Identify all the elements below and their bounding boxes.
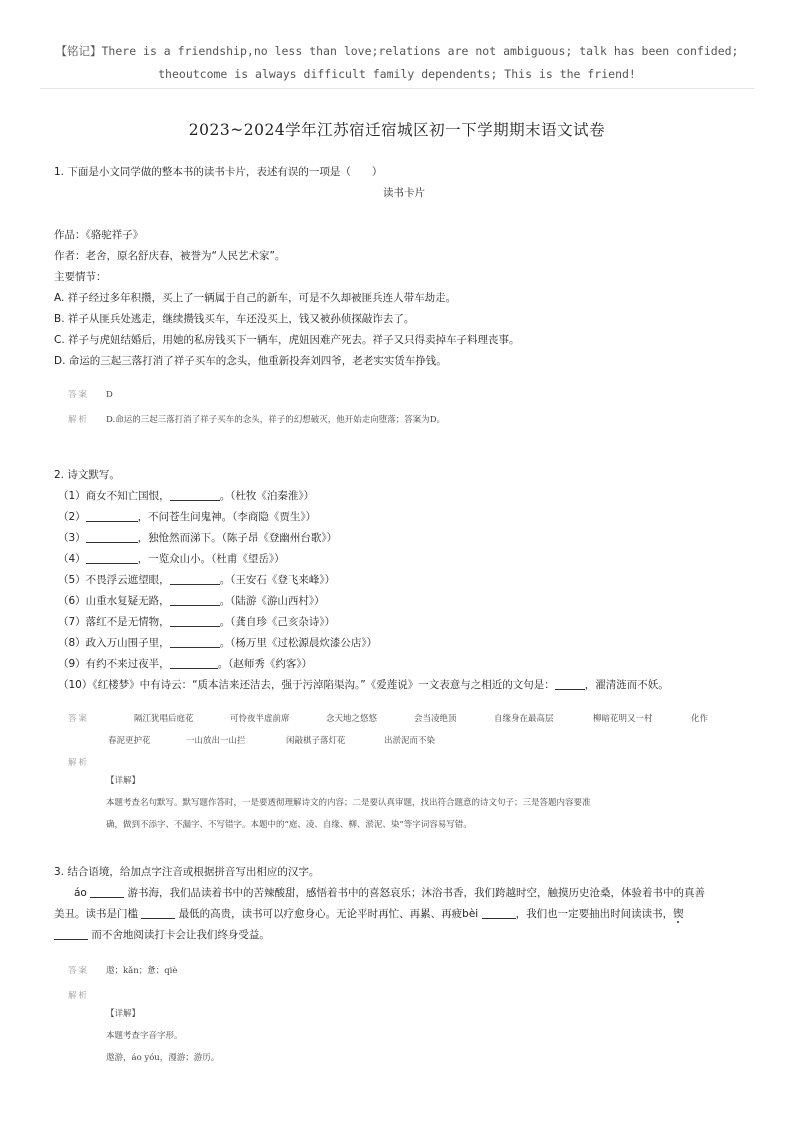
page-title: 2023~2024学年江苏宿迁宿城区初一下学期期末语文试卷 (188, 121, 606, 139)
answer-item: 柳暗花明又一村 (593, 714, 653, 724)
answer-item: 自缘身在最高层 (494, 714, 554, 724)
q3-paragraph-line-3: 而不舍地阅读打卡会让我们终身受益。 (54, 925, 754, 946)
answer-text: 遨；kǎn；惫；qiè (106, 966, 178, 976)
q2-item-8: （8）政入万山围子里， 。（杨万里《过松源晨炊漆公店》） (58, 637, 378, 649)
answer-item: 出淤泥而不染 (384, 736, 436, 746)
answer-label: 答案 (68, 966, 90, 976)
motto (40, 40, 754, 86)
q2-item-9: （9）有约不来过夜半， 。（赵师秀《约客》） (58, 658, 313, 670)
q1-author: 作者：老舍，原名舒庆春，被誉为“人民艺术家”。 (54, 250, 286, 262)
q2-item-5: （5）不畏浮云遮望眼， 。（王安石《登飞来峰》） (58, 574, 336, 586)
question-2 (54, 465, 754, 486)
analysis-label: 解析 (68, 758, 90, 768)
question-3 (54, 862, 754, 946)
answer-text (108, 708, 754, 752)
answer-item: 闲敲棋子落灯花 (286, 736, 346, 746)
analysis-text: D.命运的三起三落打消了祥子买车的念头，祥子的幻想破灭，他开始走向堕落；答案为D。 (106, 415, 446, 425)
answer-item: 会当凌绝顶 (414, 714, 457, 724)
detail-line: 本题考查字音字形。 (106, 1031, 183, 1041)
detail-title: 【详解】 (106, 776, 141, 786)
analysis-label: 解析 (68, 415, 90, 425)
detail-title: 【详解】 (106, 1009, 141, 1019)
q1-card (54, 225, 754, 372)
q1-plot-label: 主要情节： (54, 271, 107, 283)
motto-line-1: 【铭记】There is a friendship,no less than love;relations are not ambiguous; talk has been confided; (55, 44, 739, 58)
detail-line: 遨游，áo yóu，漫游；游历。 (106, 1053, 220, 1063)
analysis-text (106, 770, 754, 836)
q1-option-a: A. 祥子经过多年积攒，买上了一辆属于自己的新车，可是不久却被匪兵连人带车劫走。 (54, 292, 457, 304)
q1-option-c: C. 祥子与虎妞结婚后，用她的私房钱买下一辆车，虎妞因难产死去。祥子又只得卖掉车子料理丧事。 (54, 334, 520, 346)
q2-item-1: （1）商女不知亡国恨， 。（杜牧《泊秦淮》） (58, 490, 315, 502)
q2-item-6: （6）山重水复疑无路， 。（陆游《游山西村》） (58, 595, 325, 607)
q2-item-7: （7）落红不是无情物， 。（龚自珍《己亥杂诗》） (58, 616, 336, 628)
q3-stem: 3. 结合语境，给加点字注音或根据拼音写出相应的汉字。 (54, 866, 320, 878)
q1-option-b: B. 祥子从匪兵处逃走，继续攒钱买车，车还没买上，钱又被孙侦探敲诈去了。 (54, 313, 415, 325)
analysis-text (106, 1003, 754, 1069)
q1-card-title: 读书卡片 (383, 187, 425, 199)
q1-work: 作品：《骆驼祥子》 (54, 229, 144, 241)
dotted-character: 锲 (673, 908, 684, 920)
q1-stem: 1. 下面是小文同学做的整本书的读书卡片，表述有误的一项是（ ） (54, 166, 383, 178)
q1-option-d: D. 命运的三起三落打消了祥子买车的念头，他重新投奔刘四爷，老老实实赁车挣钱。 (54, 355, 447, 367)
q2-item-3: （3） ，独怆然而涕下。（陈子昂《登幽州台歌》） (58, 532, 338, 544)
answer-item: 化作 (691, 714, 709, 724)
motto-line-2: theoutcome is always difficult family dependents; This is the friend! (158, 67, 636, 81)
analysis-label: 解析 (68, 991, 90, 1001)
answer-text: D (106, 390, 113, 400)
q3-paragraph-line-1: áo 游书海，我们品读着书中的苦辣酸甜，感悟着书中的喜怒哀乐；沐浴书香，我们跨越时空，触摸历史沧桑，体验着书中的真善 (74, 887, 706, 899)
q3-paragraph-line-2: 美丑。读书是门槛 最低的高贵，读书可以疗愈身心。无论平时再忙、再累、再疲bèi ，我们也一定要抽出时间读读书，锲 (54, 908, 684, 920)
q2-item-2: （2） ，不问苍生问鬼神。（李商隐《贾生》） (58, 511, 317, 523)
answer-item: 一山放出一山拦 (186, 736, 246, 746)
detail-line: 确，做到不添字、不漏字、不写错字。本题中的“庭、凌、自缘、柳、淤泥、染”等字词容易写错。 (106, 820, 472, 830)
q2-item-10: （10）《红楼梦》中有诗云：“质本洁来还洁去，强于污淖陷渠沟。”《爱莲说》一文表意与之相近的文句是： ，濯清涟而不妖。 (58, 679, 669, 691)
answer-label: 答案 (68, 390, 90, 400)
q2-item-4: （4） ，一览众山小。（杜甫《望岳》） (58, 553, 285, 565)
answer-item: 念天地之悠悠 (326, 714, 378, 724)
q2-items (58, 486, 754, 696)
answer-item: 可怜夜半虚前席 (230, 714, 290, 724)
q2-stem: 2. 诗文默写。 (54, 469, 120, 481)
answer-label: 答案 (68, 714, 90, 724)
detail-line: 本题考查名句默写。默写题作答时，一是要透彻理解诗文的内容；二是要认真审题，找出符合题意的诗文句子；三是答题内容要准 (106, 798, 591, 808)
header-divider (40, 88, 754, 89)
answer-item: 春泥更护花 (108, 736, 151, 746)
question-1 (54, 162, 754, 204)
answer-item: 隔江犹唱后庭花 (134, 714, 194, 724)
